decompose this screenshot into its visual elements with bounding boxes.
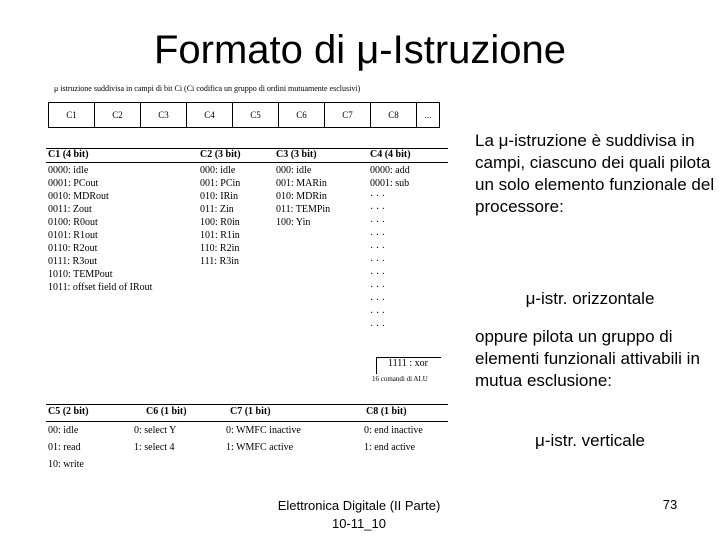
- table1-entry: 010: MDRin: [276, 191, 327, 202]
- field-cell: C4: [187, 103, 233, 127]
- table1-entry: 000: idle: [276, 165, 312, 176]
- figure-caption: μ istruzione suddivisa in campi di bit Ci (Ci codifica un gruppo di ordini mutuamente esclusivi): [54, 84, 361, 93]
- table1-header-rule: [46, 162, 448, 163]
- table1-col2: [200, 164, 240, 268]
- table2-entry: 10: write: [48, 459, 84, 470]
- table1-col4: [370, 164, 410, 333]
- table2-entry: 1: select 4: [134, 442, 175, 453]
- table2-top-rule: [46, 404, 448, 405]
- paragraph-horizontal: La μ-istruzione è suddivisa in campi, ciascuno dei quali pilota un solo elemento funzionale del processore:: [475, 131, 715, 216]
- table1-entry: 110: R2in: [200, 243, 240, 254]
- field-cell: C6: [279, 103, 325, 127]
- table1-entry: 0011: Zout: [48, 204, 92, 215]
- table1-entry: · · ·: [370, 243, 385, 254]
- table1-entry: 100: R0in: [200, 217, 240, 228]
- table1-entry: 001: PCin: [200, 178, 241, 189]
- table1-entry: · · ·: [370, 256, 385, 267]
- field-cell: C5: [233, 103, 279, 127]
- footer: [240, 497, 478, 533]
- label-horizontal: μ-istr. orizzontale: [525, 289, 655, 308]
- table1-entry: 010: IRin: [200, 191, 239, 202]
- table1-header-c2: C2 (3 bit): [200, 149, 241, 160]
- table2-col1: [48, 422, 84, 473]
- field-cell: C2: [95, 103, 141, 127]
- table1-header-c1: C1 (4 bit): [48, 149, 89, 160]
- table1-entry: 0000: idle: [48, 165, 89, 176]
- paragraph-vertical: oppure pilota un gruppo di elementi funzionali attivabili in mutua esclusione:: [475, 327, 700, 390]
- table2-col4: [364, 422, 423, 456]
- table1-entry: 011: TEMPin: [276, 204, 331, 215]
- table1-entry: 0010: MDRout: [48, 191, 109, 202]
- table2-entry: 0: end inactive: [364, 425, 423, 436]
- table1-entry: 0111: R3out: [48, 256, 97, 267]
- field-cell: C8: [371, 103, 417, 127]
- label-vertical: μ-istr. verticale: [535, 431, 645, 450]
- table1-entry: 0110: R2out: [48, 243, 98, 254]
- table1-entry: 1010: TEMPout: [48, 269, 113, 280]
- table1-entry: · · ·: [370, 230, 385, 241]
- table1-header-c4: C4 (4 bit): [370, 149, 411, 160]
- table1-entry: 101: R1in: [200, 230, 240, 241]
- table1-col3: [276, 164, 330, 229]
- table1-col1: [48, 164, 152, 294]
- table1-entry: · · ·: [370, 295, 385, 306]
- table1-entry: · · ·: [370, 282, 385, 293]
- table2-entry: 00: idle: [48, 425, 79, 436]
- page-number: 73: [662, 497, 678, 512]
- alu-note: 16 comandi di ALU: [372, 375, 428, 383]
- table1-entry: · · ·: [370, 217, 385, 228]
- table2-header-c8: C8 (1 bit): [366, 406, 407, 417]
- alu-xor-label: 1111 : xor: [388, 358, 428, 369]
- table2-entry: 1: WMFC active: [226, 442, 294, 453]
- table2-entry: 01: read: [48, 442, 81, 453]
- table1-entry: 000: idle: [200, 165, 236, 176]
- field-row: [48, 102, 440, 128]
- field-cell: C7: [325, 103, 371, 127]
- table2-entry: 0: select Y: [134, 425, 177, 436]
- field-cell: C3: [141, 103, 187, 127]
- table2-header-c7: C7 (1 bit): [230, 406, 271, 417]
- table1-entry: 011: Zin: [200, 204, 234, 215]
- table2-col3: [226, 422, 301, 456]
- table1-header-c3: C3 (3 bit): [276, 149, 317, 160]
- table1-entry: 001: MARin: [276, 178, 327, 189]
- table1-entry: · · ·: [370, 321, 385, 332]
- table1-entry: · · ·: [370, 204, 385, 215]
- table1-entry: 111: R3in: [200, 256, 239, 267]
- table1-entry: · · ·: [370, 308, 385, 319]
- table2-entry: 0: WMFC inactive: [226, 425, 301, 436]
- table1-entry: · · ·: [370, 191, 385, 202]
- table1-entry: 0001: sub: [370, 178, 410, 189]
- footer-course: Elettronica Digitale (II Parte): [277, 498, 441, 513]
- table2-header-c6: C6 (1 bit): [146, 406, 187, 417]
- table1-entry: 0101: R1out: [48, 230, 98, 241]
- field-cell: C1: [49, 103, 95, 127]
- table1-entry: 0001: PCout: [48, 178, 99, 189]
- table1-entry: 1011: offset field of IRout: [48, 282, 153, 293]
- table2-header-c5: C5 (2 bit): [48, 406, 89, 417]
- field-cell: ...: [424, 110, 432, 120]
- table2-entry: 1: end active: [364, 442, 416, 453]
- table2-col2: [134, 422, 176, 456]
- table1-entry: 100: Yin: [276, 217, 311, 228]
- table1-entry: 0100: R0out: [48, 217, 98, 228]
- table1-entry: · · ·: [370, 269, 385, 280]
- table1-entry: 0000: add: [370, 165, 410, 176]
- microinstruction-figure: [46, 82, 452, 482]
- footer-code: 10-11_10: [332, 516, 386, 531]
- slide-title: Formato di μ-Istruzione: [153, 28, 567, 72]
